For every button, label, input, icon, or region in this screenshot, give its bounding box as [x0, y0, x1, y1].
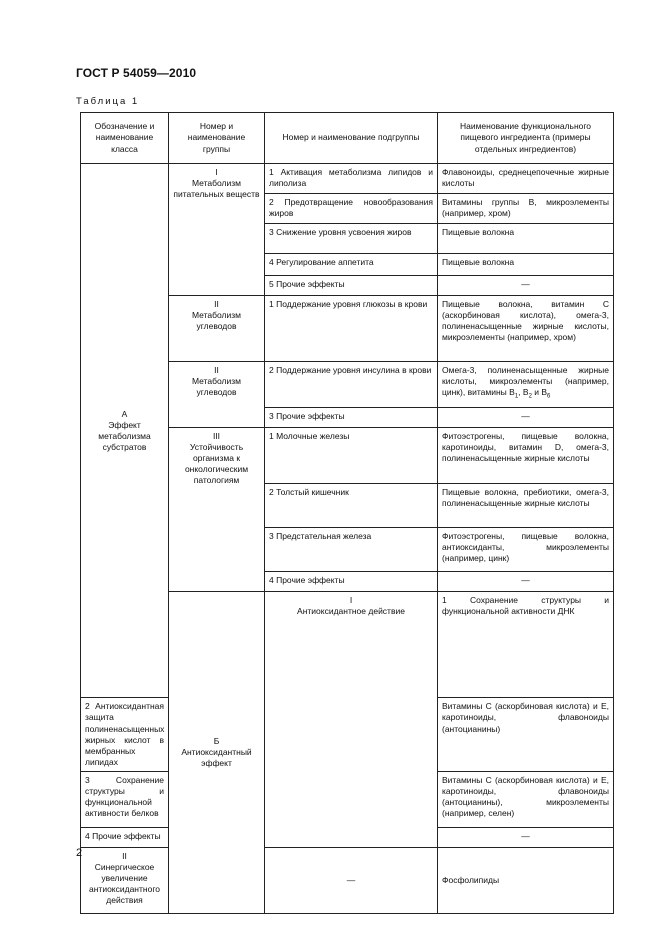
group-name: Метаболизм углеводов — [191, 310, 241, 332]
ingredient-cell: Фитоэстрогены, пищевые волокна, каротиноиды, витамин D, омега-3, полиненасыщенные жирные кислоты — [438, 428, 614, 484]
group-name: Устойчивость организма к онкологическим патологиям — [184, 442, 249, 486]
group-cell — [169, 428, 265, 592]
ingredient-cell: — — [438, 572, 614, 592]
subscript: 1 — [514, 393, 519, 400]
group-cell — [169, 164, 265, 296]
group-cell — [169, 296, 265, 362]
group-name: Синергическое увеличение антиоксидантного действия — [89, 861, 160, 905]
subgroup-cell: 3 Сохранение структуры и функциональной активности белков — [81, 771, 169, 827]
group-number: I — [215, 167, 218, 177]
subgroup-cell: 2 Толстый кишечник — [265, 484, 438, 528]
ingredient-text: и В — [531, 387, 548, 398]
subgroup-cell: 1 Поддержание уровня глюкозы в крови — [265, 296, 438, 362]
subgroup-cell: 2 Поддержание уровня инсулина в крови — [265, 362, 438, 408]
subscript: 6 — [547, 393, 551, 400]
subgroup-cell: 4 Прочие эффекты — [81, 827, 169, 847]
subgroup-cell: — — [265, 847, 438, 913]
ingredient-cell: Фитоэстрогены, пищевые волокна, антиоксиданты, микроэлементы (например, цинк) — [438, 528, 614, 572]
group-cell — [169, 362, 265, 428]
ingredient-cell: Фосфолипиды — [438, 847, 614, 913]
table-caption: Таблица 1 — [76, 96, 140, 107]
subgroup-cell: 3 Прочие эффекты — [265, 408, 438, 428]
group-name: Метаболизм питательных веществ — [173, 178, 260, 200]
subgroup-cell: 1 Молочные железы — [265, 428, 438, 484]
subscript: 2 — [528, 393, 532, 400]
class-number: Б — [213, 735, 220, 746]
group-name: Метаболизм углеводов — [191, 376, 241, 398]
ingredient-cell: Пищевые волокна — [438, 224, 614, 254]
header-subgroup: Номер и наименование подгруппы — [265, 113, 438, 164]
subgroup-cell: 1 Сохранение структуры и функциональной активности ДНК — [438, 592, 614, 698]
table-header-row — [81, 113, 614, 164]
ingredient-text: , В — [518, 387, 529, 398]
class-name: Эффект метаболизма субстратов — [98, 419, 151, 452]
ingredient-cell: — — [438, 408, 614, 428]
group-number: I — [349, 595, 353, 605]
subgroup-cell: 5 Прочие эффекты — [265, 276, 438, 296]
ingredient-cell: Флавоноиды, среднецепочечные жирные кислоты — [438, 164, 614, 194]
subgroup-cell: 2 Антиоксидантная защита полиненасыщенных жирных кислот в мембранных липидах — [81, 698, 169, 771]
subgroup-cell: 1 Активация метаболизма липидов и липолиза — [265, 164, 438, 194]
header-class: Обозначение и наименование класса — [81, 113, 169, 164]
group-number: III — [212, 431, 221, 441]
ingredient-text: Омега-3, полиненасыщенные жирные кислоты, микроэлементы (например, цинк), витамины В — [442, 365, 609, 398]
class-cell-a — [81, 164, 169, 698]
subgroup-cell: 3 Предстательная железа — [265, 528, 438, 572]
data-table — [80, 112, 614, 914]
table-row — [81, 164, 614, 194]
ingredient-cell: — — [438, 276, 614, 296]
group-number: II — [122, 850, 127, 861]
header-group: Номер и наименование группы — [169, 113, 265, 164]
group-number: II — [214, 299, 219, 309]
header-ingredient: Наименование функционального пищевого ингредиента (примеры отдельных ингредиентов) — [438, 113, 614, 164]
table-row — [81, 847, 614, 913]
ingredient-cell: — — [438, 827, 614, 847]
group-number: II — [214, 365, 219, 375]
group-name: Антиоксидантное действие — [297, 606, 405, 617]
subgroup-cell: 4 Прочие эффекты — [265, 572, 438, 592]
ingredient-cell: Витамины С (аскорбиновая кислота) и Е, каротиноиды, флавоноиды (антоцианины) — [438, 698, 614, 771]
ingredient-cell: Пищевые волокна — [438, 254, 614, 276]
subgroup-cell: 4 Регулирование аппетита — [265, 254, 438, 276]
ingredient-cell: Пищевые волокна, пребиотики, омега-3, полиненасыщенные жирные кислоты — [438, 484, 614, 528]
group-cell — [81, 847, 169, 913]
page-number: 2 — [76, 847, 83, 859]
subgroup-cell: 2 Предотвращение новообразования жиров — [265, 194, 438, 224]
ingredient-cell: Пищевые волокна, витамин С (аскорбиновая кислота), омега-3, полиненасыщенные жирные кислоты, микроэлементы (например, хром) — [438, 296, 614, 362]
class-name: Антиоксидантный эффект — [181, 746, 252, 768]
subgroup-cell: 3 Снижение уровня усвоения жиров — [265, 224, 438, 254]
ingredient-cell: Витамины группы В, микроэлементы (например, хром) — [438, 194, 614, 224]
class-cell-b — [169, 592, 265, 914]
ingredient-cell — [438, 362, 614, 408]
document-title: ГОСТ Р 54059—2010 — [76, 66, 197, 80]
ingredient-cell: Витамины С (аскорбиновая кислота) и Е, каротиноиды, флавоноиды (антоцианины), микроэлементы (например, селен) — [438, 771, 614, 827]
class-number: А — [121, 408, 128, 419]
group-cell — [265, 592, 438, 848]
